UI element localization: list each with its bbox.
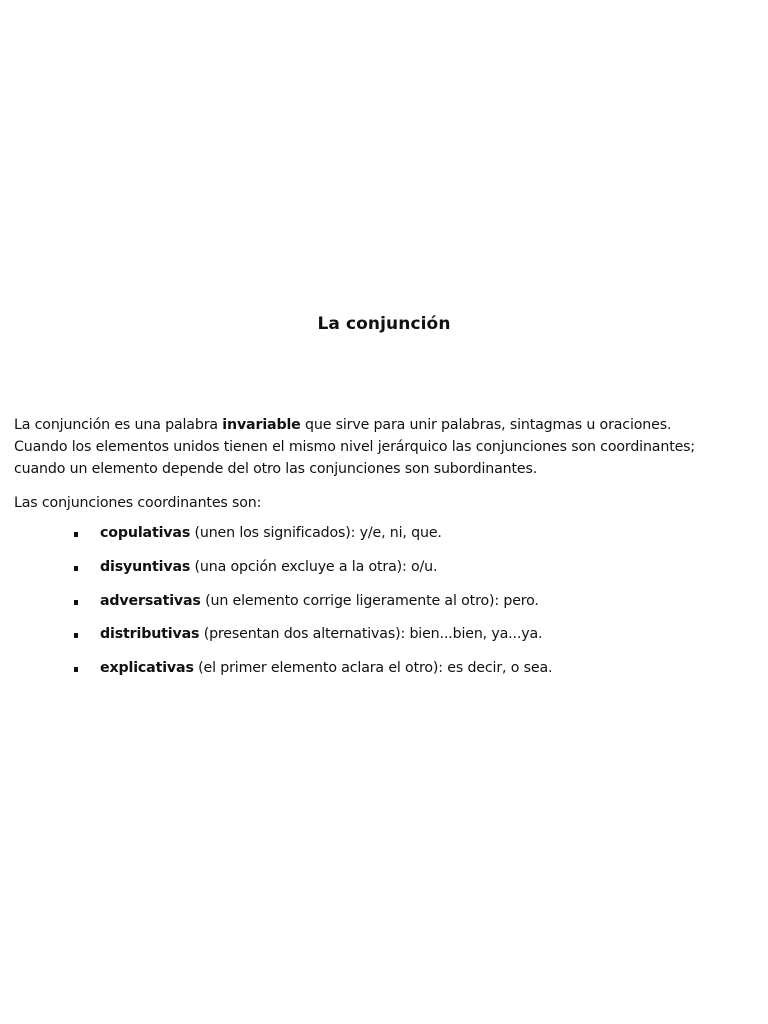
list-item-text — [100, 556, 437, 578]
intro-line-3: cuando un elemento depende del otro las conjunciones son subordinantes. — [14, 461, 538, 477]
list-item-term: disyuntivas — [100, 558, 191, 575]
list-item-term: distributivas — [100, 626, 200, 643]
intro-line-2: Cuando los elementos unidos tienen el mismo nivel jerárquico las conjunciones son coordinantes; — [14, 439, 696, 455]
list-item-desc: (el primer elemento aclara el otro): es decir, o sea. — [193, 660, 553, 677]
intro-line-1-end: que sirve para unir palabras, sintagmas u oraciones. — [300, 417, 672, 433]
list-item-term: adversativas — [100, 592, 201, 609]
list-item-desc: (unen los significados): y/e, ni, que. — [190, 525, 442, 541]
list-lead: Las conjunciones coordinantes son: — [14, 495, 262, 511]
list-item-desc: (un elemento corrige ligeramente al otro): pero. — [200, 592, 539, 609]
list-item-text — [100, 657, 552, 679]
list-item-text — [100, 522, 442, 544]
page-title: La conjunción — [317, 314, 451, 334]
list-item-text — [100, 623, 542, 645]
bullet-icon — [74, 667, 78, 672]
intro-paragraph — [14, 414, 759, 480]
bullet-icon — [74, 600, 78, 605]
list-item-text — [100, 590, 539, 612]
list-item-desc: (presentan dos alternativas): bien...bien, ya...ya. — [199, 626, 543, 643]
intro-keyword: invariable — [222, 417, 301, 433]
list-item-term: copulativas — [100, 525, 191, 541]
bullet-icon — [74, 532, 78, 537]
list-item-term: explicativas — [100, 660, 194, 677]
bullet-icon — [74, 566, 78, 571]
list-item-desc: (una opción excluye a la otra): o/u. — [190, 558, 438, 575]
bullet-icon — [74, 633, 78, 638]
intro-line-1 — [14, 414, 759, 436]
intro-line-1-start: La conjunción es una palabra — [14, 417, 223, 433]
